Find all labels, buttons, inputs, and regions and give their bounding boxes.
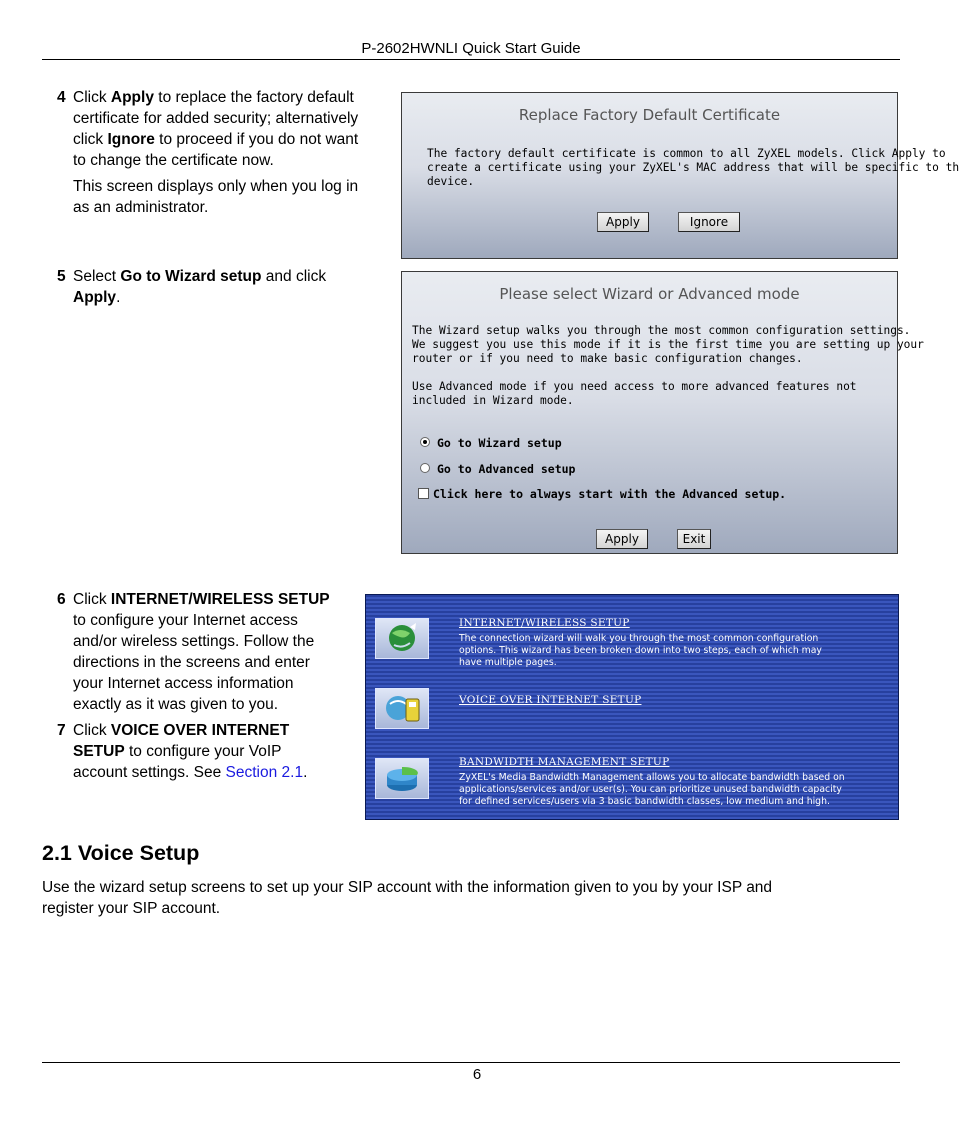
step-number: 5 bbox=[57, 268, 66, 285]
step-6: 6 Click INTERNET/WIRELESS SETUP to configure your Internet access and/or wireless settings. Follow the directions in the screens and enter your Internet access information exactly as it was given to you. 7 Click VOICE OVER INTERNET SETUP to configure your VoIP account settings. See Section 2.1. bbox=[57, 591, 330, 781]
step-number: 7 bbox=[57, 722, 66, 739]
wizard-option-label: Go to Wizard setup bbox=[437, 436, 562, 450]
always-advanced-checkbox[interactable] bbox=[418, 488, 429, 499]
step-note: This screen displays only when you log in bbox=[73, 178, 359, 195]
wizard-or-advanced-dialog: Please select Wizard or Advanced mode The Wizard setup walks you through the most common configuration settings. We suggest you use this mode if it is the first time you are setting up your router or if you need to make basic configuration changes. Use Advanced mode if you need access to more advanced features not included in Wizard mode. Go to Wizard setup Go to Advanced setup Click here to always start with the Advanced setup. Apply Exit bbox=[401, 271, 898, 554]
step-number: 4 bbox=[57, 89, 66, 106]
step-5: 5 Select Go to Wizard setup and click Apply. bbox=[57, 268, 327, 306]
ignore-button[interactable]: Ignore bbox=[678, 212, 740, 232]
bandwidth-setup-icon[interactable] bbox=[375, 758, 429, 799]
voice-over-internet-setup-link[interactable]: VOICE OVER INTERNET SETUP bbox=[459, 694, 642, 706]
section-heading: 2.1 Voice Setup bbox=[42, 841, 200, 865]
internet-wireless-setup-link[interactable]: INTERNET/WIRELESS SETUP bbox=[459, 617, 630, 629]
step-4: 4 Click Apply to replace the factory default certificate for added security; alternatively click Ignore to proceed if you do not want to change the certificate now. This screen displays only when you log in as an administrator. bbox=[57, 89, 359, 216]
section-paragraph: Use the wizard setup screens to set up your SIP account with the information given to you by your ISP and register your SIP account. bbox=[42, 879, 773, 917]
wizard-setup-screen: INTERNET/WIRELESS SETUP The connection wizard will walk you through the most common configuration options. This wizard has been broken down into two steps, each of which may have multiple pages. VOICE OVER INTERNET SETUP BANDWIDTH MANAGEMENT SETUP ZyXEL's Media Bandwidth Management allows you to allocate bandwidth based on applications/services and/or user(s). You can prioritize unused bandwidth capacity for defined services/users via 3 basic bandwidth classes, low medium and high. bbox=[365, 594, 899, 820]
always-advanced-label: Click here to always start with the Advanced setup. bbox=[433, 487, 787, 501]
bandwidth-management-setup-link[interactable]: BANDWIDTH MANAGEMENT SETUP bbox=[459, 756, 670, 768]
header-rule bbox=[42, 59, 900, 60]
section-link[interactable]: Section 2.1 bbox=[225, 764, 304, 781]
advanced-radio[interactable] bbox=[420, 463, 430, 473]
dialog-title: Please select Wizard or Advanced mode bbox=[499, 285, 800, 303]
dialog-title: Replace Factory Default Certificate bbox=[518, 106, 781, 124]
document-header-title: P-2602HWNLI Quick Start Guide bbox=[361, 40, 581, 57]
replace-certificate-dialog: Replace Factory Default Certificate The factory default certificate is common to all ZyXEL models. Click Apply to create a certificate using your ZyXEL's MAC address that will be specific to th device. Apply Ignore bbox=[401, 92, 898, 259]
wizard-radio[interactable] bbox=[420, 437, 430, 447]
internet-setup-icon[interactable] bbox=[375, 618, 429, 659]
apply-button[interactable]: Apply bbox=[596, 529, 648, 549]
exit-button[interactable]: Exit bbox=[677, 529, 711, 549]
footer-rule bbox=[42, 1062, 900, 1063]
apply-button[interactable]: Apply bbox=[597, 212, 649, 232]
page-number: 6 bbox=[472, 1066, 482, 1083]
step-number: 6 bbox=[57, 591, 66, 608]
advanced-option-label: Go to Advanced setup bbox=[437, 462, 576, 476]
voice-setup-icon[interactable] bbox=[375, 688, 429, 729]
